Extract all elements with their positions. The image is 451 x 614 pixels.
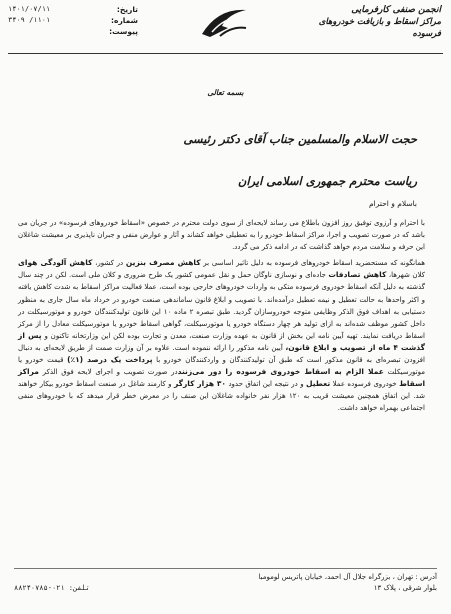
paragraph-2-text-d: کلان شهرها، — [388, 271, 425, 280]
date-row — [8, 4, 138, 15]
attachment-label: پیوست: — [109, 27, 138, 36]
number-value: ۱۱۰۱/ ۳۴۰۹ — [8, 16, 51, 24]
organization-logo-icon — [198, 4, 250, 40]
emphasis-workers: ۳۰ هزار کارگر — [173, 379, 226, 389]
emphasis-fuel: کاهش مصرف بنزین — [125, 258, 201, 268]
emphasis-closure: تعطیل — [306, 379, 331, 389]
letter-footer — [14, 568, 437, 593]
bismillah: بسمه تعالی — [207, 88, 244, 97]
emphasis-centers: مراکز اسقاط — [18, 367, 426, 389]
paragraph-2-text-i: خودروی فرسوده عملا — [332, 380, 397, 389]
emphasis-accidents: کاهش تصادفات — [328, 270, 387, 280]
org-line-1: انجمن صنفی کارفرمایی — [351, 5, 441, 15]
date-label: تاریخ: — [116, 5, 138, 14]
footer-phone: تلفن: ۰۲۱-۸۸۲۴۰۷۸۵ — [14, 583, 90, 592]
paragraph-2-text-g: قیمت خودرو یا موتورسیکلت — [18, 356, 425, 377]
footer-row-2 — [14, 583, 437, 594]
paragraph-2-text-e: جاده‌ای و نوسازی ناوگان حمل و نقل عمومی کشور یک طرح ضروری و کلان ملی است. لکن در چند سال گذشته به دلیل آنکه اسقاط خودروی فرسوده متکی به واردات خودروهای خارجی بوده است، عملا فعالیت مراکز اسقاط به شدت کاهش یافته و اکثر واحدها به حالت تعطیل و نیمه تعطیل درآمده‌اند. با تصویب و ابلاغ قانون ساماندهی صنعت خودرو در خرداد ماه سال جاری به منظور دستیابی به اهداف فوق الذکر وظایفی متوجه خودروسازان گردید. طبق تبصره ۲ ماده ۱۰ این قانون تولیدکنندگان خودرو و موتورسیکلت در داخل کشور موظف شده‌اند به ازای تولید هر چهار دستگاه خودرو یا موتورسیکلت، گواهی اسقاط خودرو یا موتورسیکلت معادل را از مرکز اسقاط دریافت نمایند. تهیه آیین نامه این بخش از قانون به عهده وزارت صنعت، معدن و تجارت بوده لکن این وزارتخانه تاکنون و — [18, 271, 425, 340]
footer-row-1 — [14, 572, 437, 583]
emphasis-one-percent: پرداخت یک درصد (۱٪) — [67, 355, 153, 365]
greeting: باسلام و احترام — [368, 199, 417, 208]
organization-name — [291, 4, 441, 40]
letter-metadata — [8, 4, 138, 37]
addressee-line-1: حجت الاسلام والمسلمین جناب آقای دکتر رئیسی — [183, 132, 417, 146]
number-row — [8, 15, 138, 26]
attachment-row — [8, 26, 138, 37]
emphasis-air: کاهش آلودگی هوای — [18, 258, 93, 268]
emphasis-four-months: پس از گذشت ۴ ماه از تصویب و ابلاغ قانون، — [18, 330, 426, 352]
paragraph-2-text-j: و در نتیجه این اتفاق حدود — [228, 380, 304, 389]
paragraph-2-text-k: و کارمند شاغل در صنعت اسقاط خودرو بیکار خواهند شد. این اتفاق همچنین معیشت قریب به ۱۲۰ هزار نفر خانواده شاغلان این صنف را در معرض خطر قرار میدهد که با خودروهای منفی اجتماعی بهمراه خواهد داشت. — [18, 380, 425, 413]
footer-address-2: بلوار شرقی ، پلاک ۱۳ — [373, 583, 437, 592]
letter-body — [18, 217, 425, 419]
paragraph-2-text-a: همانگونه که مستحضرید اسقاط خودروهای فرسوده به دلیل تاثیر اساسی بر — [203, 259, 426, 268]
number-label: شماره: — [111, 16, 138, 25]
paragraph-2-text-c: در کشور، — [95, 259, 124, 268]
date-value: ۱۴۰۱/۰۷/۱۱ — [8, 5, 51, 13]
paragraph-1: با احترام و آرزوی توفیق روز افزون باطلاع می رساند لایحه‌ای از سوی دولت محترم در خصوص «اسقاط خودروهای فرسوده» در جریان می باشد که در صورت تصویب و اجرا، مراکز اسقاط خودرو را به تعطیلی خواهد کشاند و آثار و عوارض منفی و جبران ناپذیری بر معیشت شاغلان این حرفه و سلامت مردم خواهد گذاشت که در ادامه ذکر می گردد. — [18, 219, 425, 252]
emphasis-bypass: عملا الزام به اسقاط خودروی فرسوده را دور می‌زنند — [177, 367, 384, 377]
addressee-line-2: ریاست محترم جمهوری اسلامی ایران — [237, 174, 417, 188]
paragraph-2-text-h: در صورت تصویب و اجرای لایحه فوق الذکر — [42, 368, 178, 377]
footer-address: آدرس : تهران ، بزرگراه جلال آل احمد، خیابان پاتریس لومومبا — [258, 573, 437, 581]
paragraph-2 — [18, 257, 425, 414]
header-divider — [8, 53, 443, 54]
paragraph-2-text-f: آیین نامه مذکور را ارائه ننموده است. علاوه بر آن وزارت صمت از طریق لایحه‌ای به دنبال افزودن تبصره‌ای به قانون مذکور است که طبق آن تولیدکنندگان و واردکنندگان خودرو با — [18, 343, 425, 365]
org-line-2: مراکز اسقاط و بازیافت خودروهای فرسوده — [318, 17, 441, 39]
